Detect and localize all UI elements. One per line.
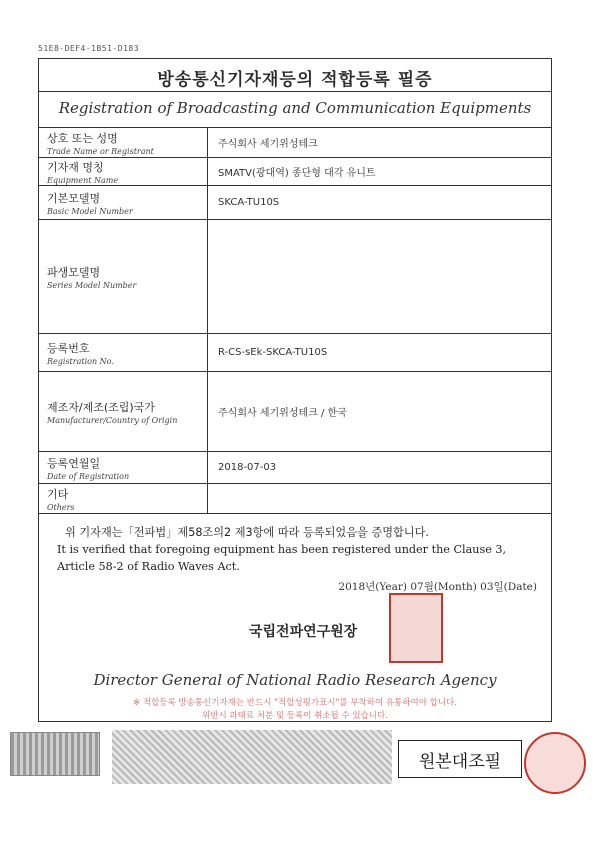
row-value: [208, 220, 552, 334]
label-en: Series Model Number: [47, 280, 137, 290]
row-label: [39, 372, 208, 452]
certification-en-line-2: Article 58-2 of Radio Waves Act.: [57, 560, 240, 573]
row-label: [39, 220, 208, 334]
row-label: [39, 186, 208, 220]
label-ko: 제조자/제조(조립)국가: [47, 400, 155, 414]
certification-ko: 위 기자재는「전파법」제58조의2 제3항에 따라 등록되었음을 증명합니다.: [65, 526, 429, 539]
label-ko: 기타: [47, 487, 69, 501]
scan-pattern: [112, 730, 392, 784]
label-en: Trade Name or Registrant: [47, 146, 154, 156]
director-title-en: Director General of National Radio Research Agency: [93, 671, 497, 689]
table-row: [39, 372, 551, 452]
issue-date: 2018년(Year) 07월(Month) 03일(Date): [338, 581, 537, 593]
certificate-frame: [38, 58, 552, 722]
signer-title: 국립전파연구원장: [249, 624, 358, 640]
label-ko: 파생모델명: [47, 265, 101, 279]
label-en: Basic Model Number: [47, 206, 133, 216]
table-row: [39, 128, 551, 158]
row-value: SMATV(광대역) 종단형 대각 유니트: [208, 158, 552, 186]
table-row: [39, 186, 551, 220]
scan-mark-left: [10, 732, 100, 776]
table-row: [39, 220, 551, 334]
label-ko: 상호 또는 성명: [47, 131, 118, 145]
row-value: 주식회사 세기위성테크: [208, 128, 552, 158]
official-seal: [389, 593, 443, 663]
label-ko: 기자재 명칭: [47, 160, 104, 174]
row-value: SKCA-TU10S: [208, 186, 552, 220]
label-en: Others: [47, 502, 75, 512]
row-label: [39, 452, 208, 484]
original-copy-stamp: 원본대조필: [398, 740, 522, 778]
title-korean: 방송통신기자재등의 적합등록 필증: [157, 70, 433, 90]
round-seal: [524, 732, 586, 794]
row-label: [39, 484, 208, 514]
certification-text: [57, 524, 541, 575]
row-label: [39, 334, 208, 372]
row-label: [39, 158, 208, 186]
certification-en-line-1: It is verified that foregoing equipment has been registered under the Clause 3,: [57, 543, 507, 556]
title-english: Registration of Broadcasting and Communication Equipments: [58, 99, 532, 117]
row-value: [208, 484, 552, 514]
notice-line-1: ※ 적합등록 방송통신기자재는 반드시 "적합성평가표시"를 부착하여 유통하여야 합니다.: [133, 698, 457, 708]
document-id: 51E8-DEF4-1B51-D183: [38, 44, 140, 53]
table-row: [39, 334, 551, 372]
table-row: [39, 452, 551, 484]
row-value: 2018-07-03: [208, 452, 552, 484]
label-en: Date of Registration: [47, 471, 130, 481]
label-en: Registration No.: [47, 356, 114, 366]
notice-line-2: 위반시 과태료 처분 및 등록이 취소될 수 있습니다.: [202, 711, 388, 721]
label-en: Manufacturer/Country of Origin: [47, 415, 178, 425]
row-label: [39, 128, 208, 158]
label-ko: 등록번호: [47, 341, 90, 355]
row-value: R-CS-sEk-SKCA-TU10S: [208, 334, 552, 372]
notice: [39, 697, 551, 723]
registration-table: [39, 127, 551, 514]
divider: [39, 91, 551, 92]
table-row: [39, 484, 551, 514]
label-ko: 등록연월일: [47, 456, 101, 470]
table-row: [39, 158, 551, 186]
label-en: Equipment Name: [47, 175, 119, 185]
row-value: 주식회사 세기위성테크 / 한국: [208, 372, 552, 452]
label-ko: 기본모델명: [47, 191, 101, 205]
